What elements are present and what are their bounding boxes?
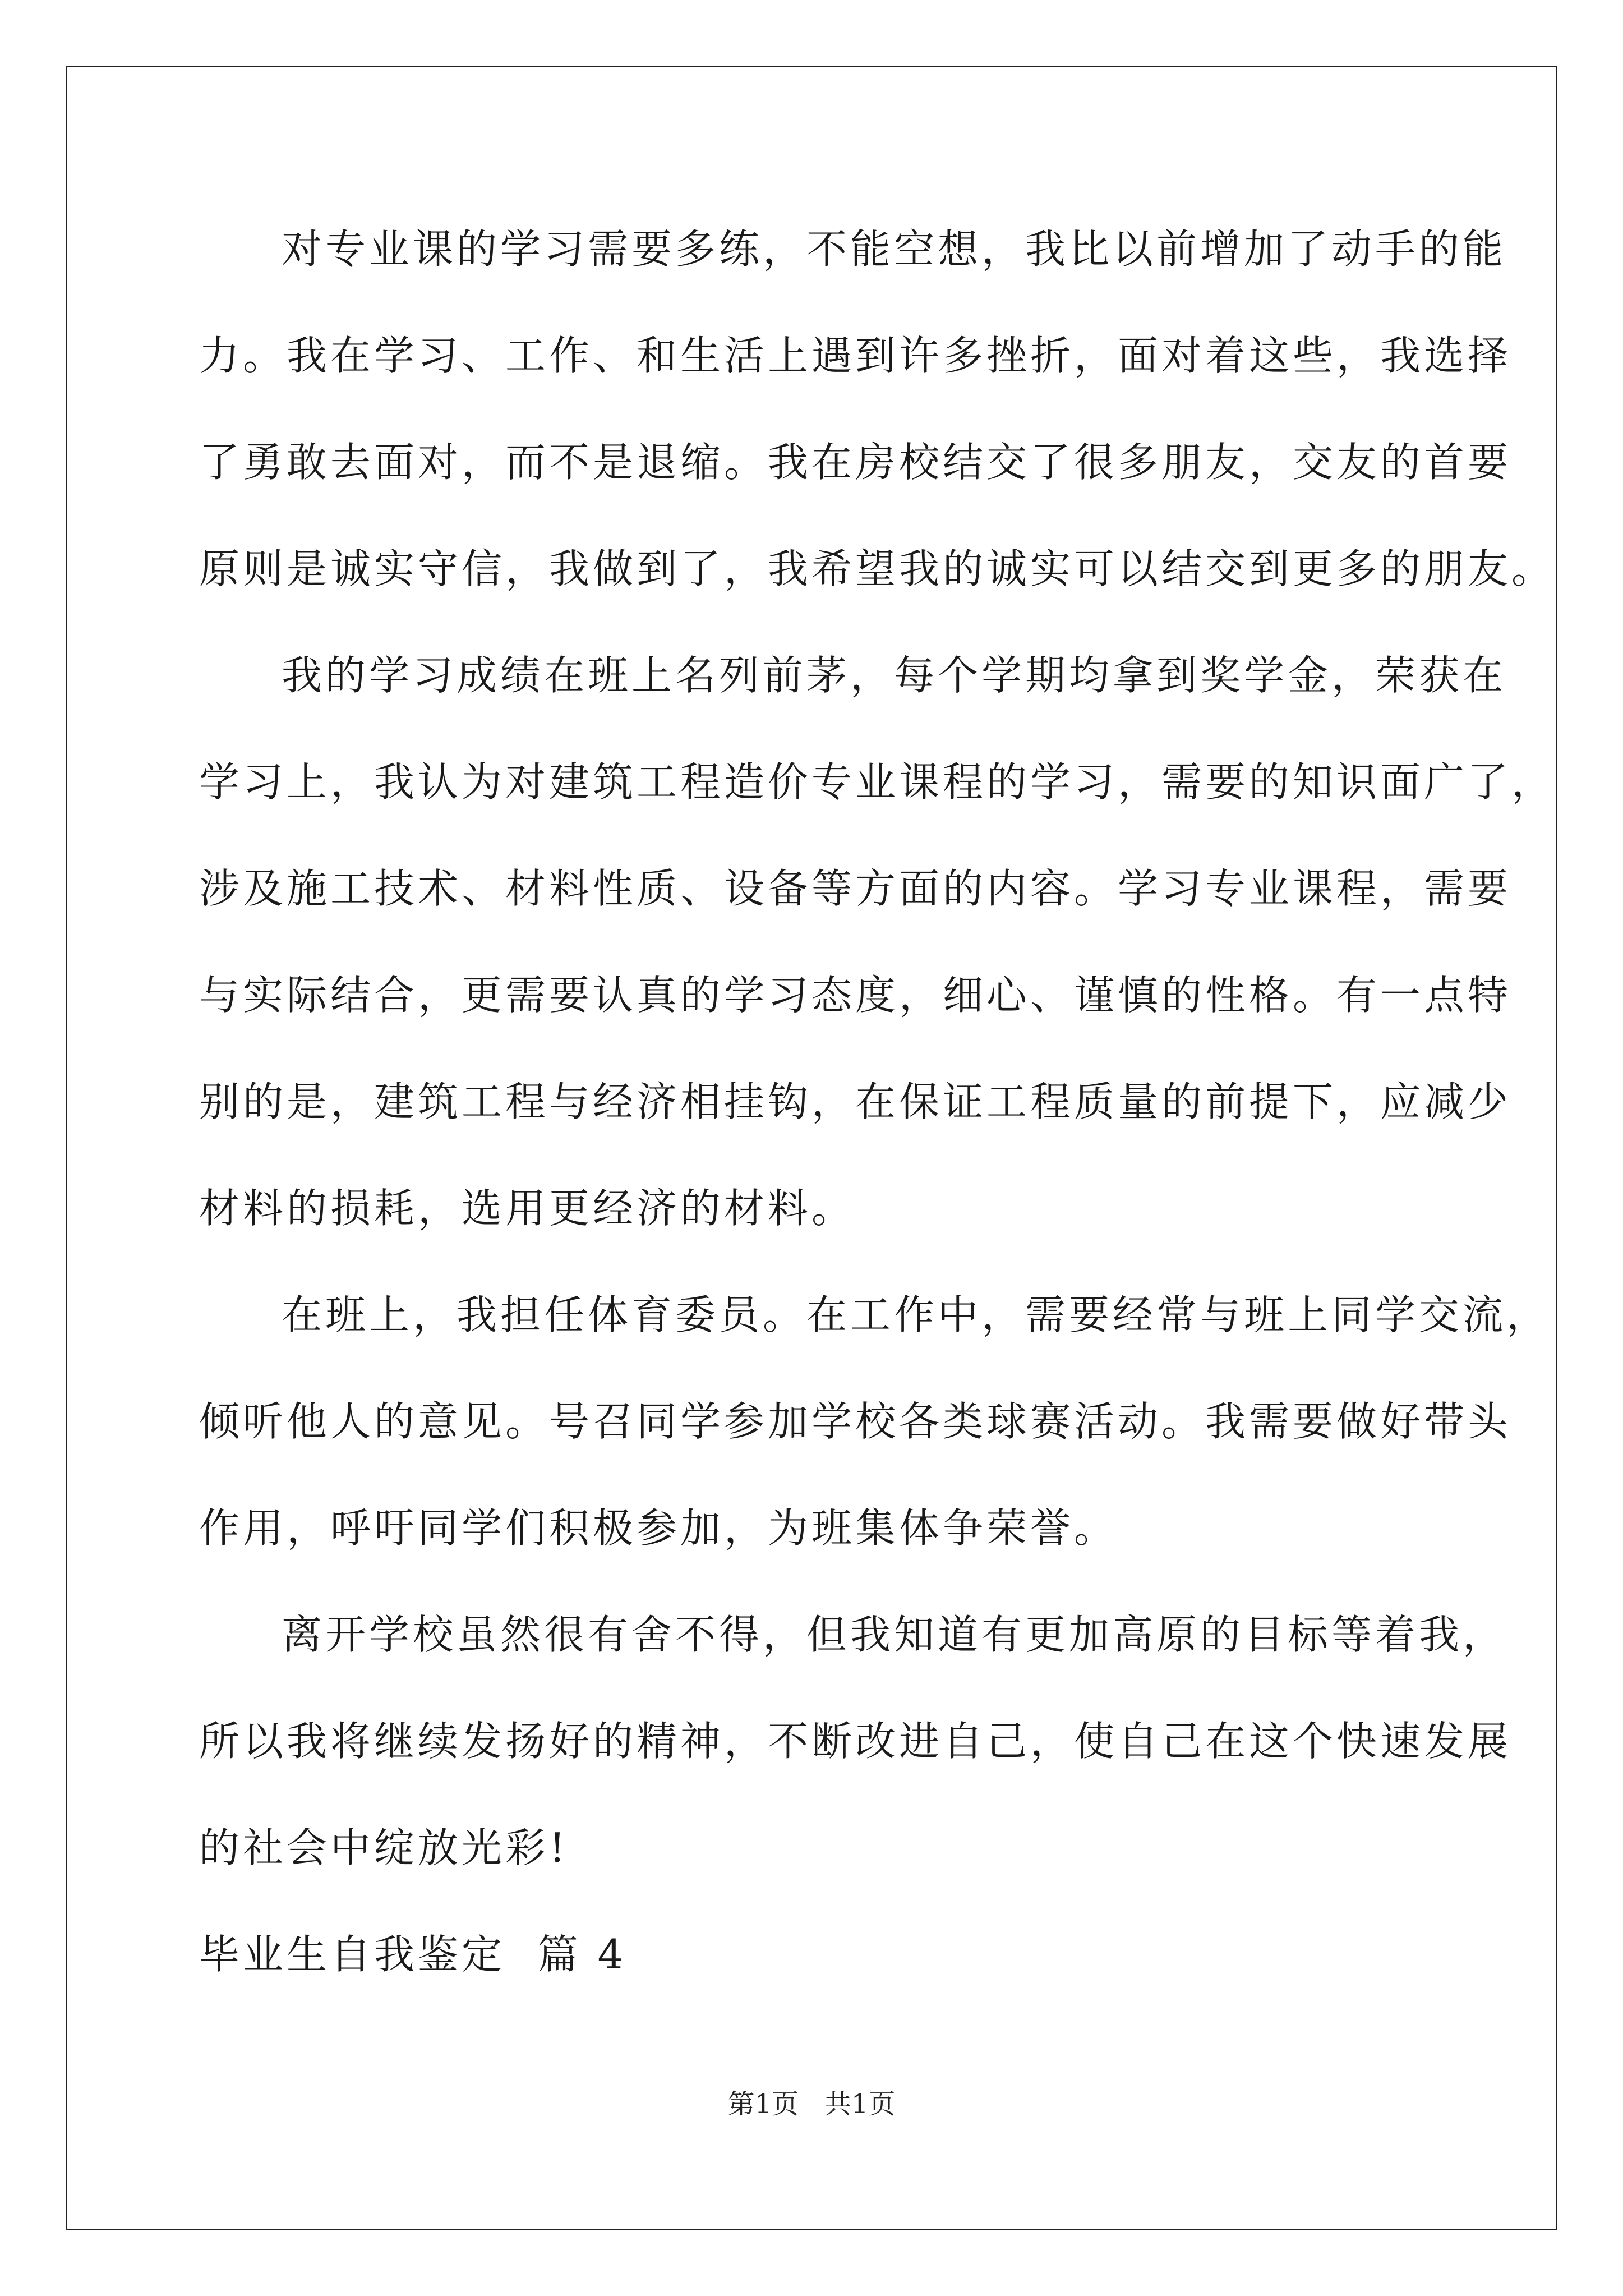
text-line: 材料的损耗，选用更经济的材料。: [199, 1185, 856, 1232]
text-line: 的社会中绽放光彩!: [199, 1824, 569, 1871]
text-line: 力。我在学习、工作、和生活上遇到许多挫折，面对着这些，我选择: [199, 332, 1512, 379]
paragraph-3: [199, 1274, 1551, 1594]
text-line: 涉及施工技术、材料性质、设备等方面的内容。学习专业课程，需要: [199, 865, 1512, 912]
page-number-footer: 第1页 共1页: [727, 2088, 896, 2120]
text-line: 别的是，建筑工程与经济相挂钩，在保证工程质量的前提下，应减少: [199, 1078, 1512, 1125]
paragraph-1: [199, 209, 1556, 635]
text-line: 我的学习成绩在班上名列前茅，每个学期均拿到奖学金，荣获在: [282, 652, 1507, 699]
text-line: 与实际结合，更需要认真的学习态度，细心、谨慎的性格。有一点特: [199, 972, 1512, 1019]
document-body: [199, 209, 1556, 2021]
paragraph-4: [199, 1594, 1512, 1914]
text-line: 对专业课的学习需要多练，不能空想，我比以前增加了动手的能: [282, 226, 1507, 273]
text-line: 了勇敢去面对，而不是退缩。我在房校结交了很多朋友，交友的首要: [199, 439, 1512, 486]
text-line: 离开学校虽然很有舍不得，但我知道有更加高原的目标等着我，: [282, 1611, 1507, 1658]
text-line: 作用，呼吁同学们积极参加，为班集体争荣誉。: [199, 1504, 1118, 1552]
text-line: 在班上，我担任体育委员。在工作中，需要经常与班上同学交流，: [282, 1291, 1551, 1338]
text-line: 原则是诚实守信，我做到了，我希望我的诚实可以结交到更多的朋友。: [199, 545, 1556, 592]
paragraph-2: [199, 635, 1556, 1274]
text-line: 倾听他人的意见。号召同学参加学校各类球赛活动。我需要做好带头: [199, 1398, 1512, 1445]
text-line: 学习上，我认为对建筑工程造价专业课程的学习，需要的知识面广了，: [199, 758, 1556, 806]
section-heading: 毕业生自我鉴定 篇 4: [199, 1931, 627, 1978]
text-line: 所以我将继续发扬好的精神，不断改进自己，使自己在这个快速发展: [199, 1718, 1512, 1765]
